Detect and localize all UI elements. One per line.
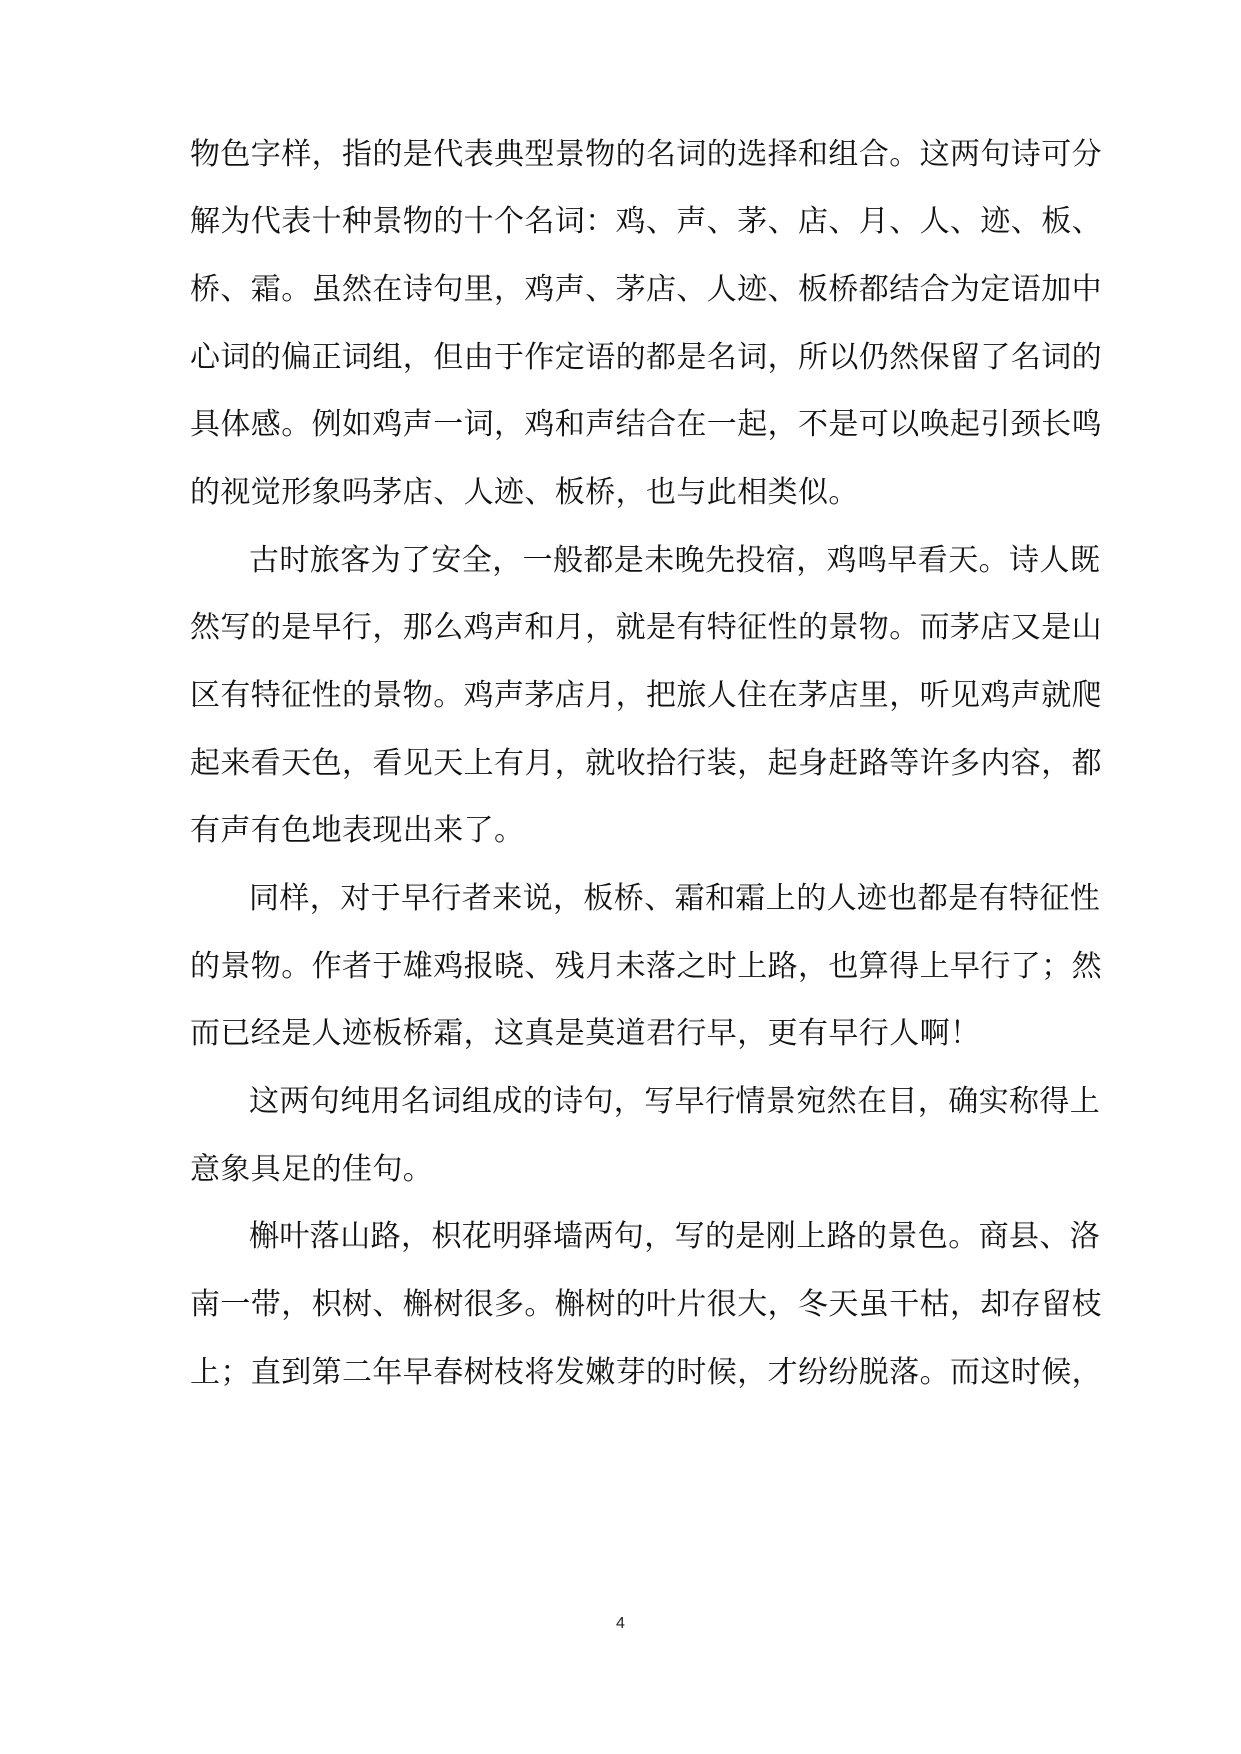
text-line: 具体感。例如鸡声一词，鸡和声结合在一起，不是可以唤起引颈长鸣 (190, 407, 1102, 442)
text-line: 的视觉形象吗茅店、人迹、板桥，也与此相类似。 (190, 475, 859, 510)
text-line: 起来看天色，看见天上有月，就收拾行装，起身赶路等许多内容，都 (190, 746, 1102, 781)
text-line: 解为代表十种景物的十个名词：鸡、声、茅、店、月、人、迹、板、 (190, 204, 1102, 239)
paragraph-first-line: 槲叶落山路，枳花明驿墙两句，写的是刚上路的景色。商县、洛 (249, 1219, 1101, 1254)
text-line: 有声有色地表现出来了。 (190, 813, 525, 848)
text-line: 而已经是人迹板桥霜，这真是莫道君行早，更有早行人啊！ (190, 1016, 981, 1051)
text-line: 然写的是早行，那么鸡声和月，就是有特征性的景物。而茅店又是山 (190, 610, 1102, 645)
page-number: 4 (616, 1615, 625, 1632)
paragraph-first-line: 同样，对于早行者来说，板桥、霜和霜上的人迹也都是有特征性 (249, 881, 1101, 916)
text-line: 心词的偏正词组，但由于作定语的都是名词，所以仍然保留了名词的 (190, 340, 1102, 375)
text-line: 物色字样，指的是代表典型景物的名词的选择和组合。这两句诗可分 (190, 137, 1102, 172)
paragraph-first-line: 古时旅客为了安全，一般都是未晚先投宿，鸡鸣早看天。诗人既 (249, 543, 1101, 578)
paragraph-first-line: 这两句纯用名词组成的诗句，写早行情景宛然在目，确实称得上 (249, 1084, 1101, 1119)
text-line: 意象具足的佳句。 (190, 1152, 434, 1187)
text-line: 南一带，枳树、槲树很多。槲树的叶片很大，冬天虽干枯，却存留枝 (190, 1287, 1102, 1322)
text-line: 区有特征性的景物。鸡声茅店月，把旅人住在茅店里，听见鸡声就爬 (190, 678, 1102, 713)
text-line: 上；直到第二年早春树枝将发嫩芽的时候，才纷纷脱落。而这时候， (190, 1355, 1102, 1390)
text-line: 的景物。作者于雄鸡报晓、残月未落之时上路，也算得上早行了；然 (190, 949, 1102, 984)
text-line: 桥、霜。虽然在诗句里，鸡声、茅店、人迹、板桥都结合为定语加中 (190, 272, 1102, 307)
